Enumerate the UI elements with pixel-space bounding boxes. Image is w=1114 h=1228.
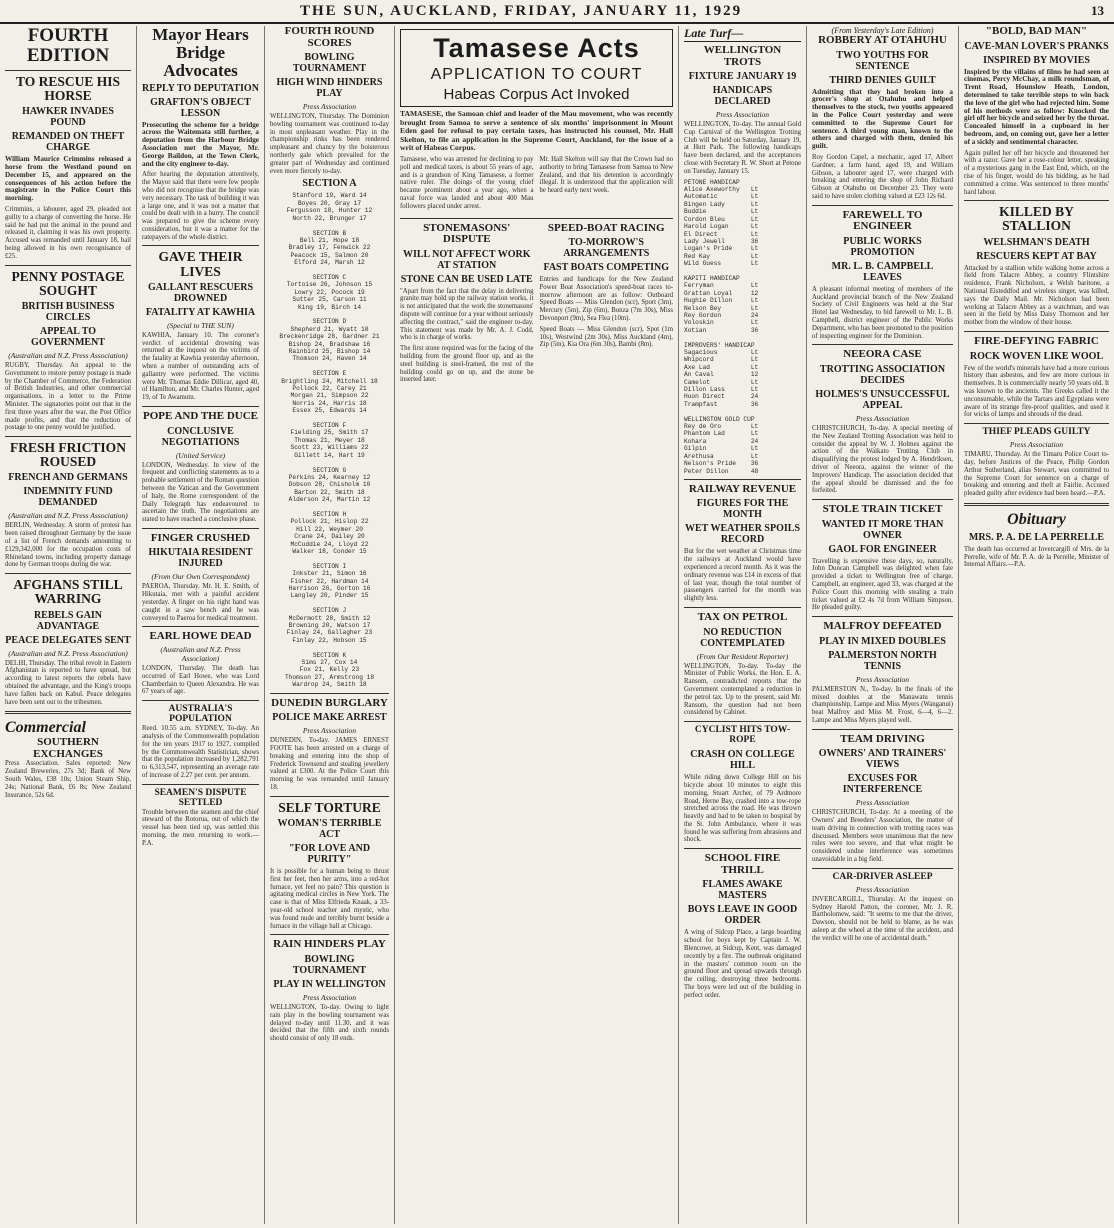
- subhead-negotiations: CONCLUSIVE NEGOTIATIONS: [161, 425, 240, 448]
- subhead-welshman: WELSHMAN'S DEATH: [983, 236, 1090, 248]
- article-body: The death has occurred at Invercargill of Mrs. de la Perrelle, wife of Mr. P. A. de la Perrelle, Minister of Internal Affairs.—P.A.: [964, 545, 1109, 569]
- subhead-gallant: GALLANT RESCUERS DROWNED: [147, 281, 254, 304]
- article-body: LONDON, Thursday. The death has occurred of Earl Howe, who was Lord Chamberlain to Queen Alexandra. He was 67 years of age.: [142, 665, 259, 696]
- article-body: Attacked by a stallion while walking home across a field from Talacre Abbey, a country Flintshire residence, Frank Nicholson, a Welsh baritone, a National Eisteddfod and wireless singer, was killed, says the Daily Mail. Mr. Nicholson had been working at Talacre Abbey as a watchman, and was seen in the field by Miss Daisy Thomson and her mother from the window of their house.: [964, 264, 1109, 327]
- byline: (Australian and N.Z. Press Association): [8, 648, 128, 658]
- byline: (From Our Own Correspondent): [151, 572, 250, 582]
- byline: (Australian and N.Z. Press Association): [8, 511, 128, 521]
- article-body: Mr. Hall Skelton will say that the Crown had no authority to bring Tamasese from Samoa to New Zealand, and that his detention is accordingly illegal. It is understood that the application will be heard early next week.: [539, 155, 673, 195]
- article-body: Tamasese, who was arrested for declining to pay poll and medical taxes, is about 55 years of age, and is a grandson of King Tamasese, a former native ruler. The doings of the young chief became prominent about a year ago, when a naval force was landed and about 400 Mau followers placed under arrest.: [400, 155, 534, 210]
- subhead-habeas-corpus: Habeas Corpus Act Invoked: [443, 86, 630, 103]
- article-body: A wing of Sidcup Place, a large boarding school for boys kept by Captain J. W. Blencowe, at Sidcup, Kent, was damaged recently by a fire. The outbreak originated in the masters' common room on the ground floor and spread upwards through the ceiling, destroying three bedrooms. The boys were led out of the building in perfect order.: [684, 929, 801, 999]
- article-body: Inspired by the villains of films he had seen at cinemas, Percy McChay, a milk roundsman, of Trent Road, Hounslow Heath, London, determined to take terrible steps to win back the love of the girl who had rejected him. Some of his methods were as follow: Knocked the girl off her bicycle and seized her by the throat. Concealed himself in a cupboard in her bedroom, and, on coming out, gave her a letter of a sickly and sentimental character.: [964, 67, 1109, 146]
- headline-finger-crushed: FINGER CRUSHED: [150, 531, 251, 544]
- article-body: Roy Gordon Capel, a mechanic, aged 17, Albert Gardner, a farm hand, aged 19, and William Gibson, a labourer aged 17, were charged with breaking and entering the shop of John Richard Gibson at Otahuhu on December 23. They were said to have stolen clothing valued at £23 12s 6d.: [812, 153, 953, 200]
- headline-afghans: AFGHANS STILL WARRING: [13, 577, 123, 607]
- subhead-grafton: GRAFTON'S OBJECT LESSON: [150, 96, 251, 119]
- byline: (United Service): [175, 450, 226, 460]
- subhead-handicaps: HANDICAPS DECLARED: [712, 85, 773, 108]
- article-body: TIMARU, Thursday. At the Timaru Police Court to-day, before Justices of the Peace, Philip Gordon Arthur Sutherland, alias Stewart, was committed to the Supreme Court for sentence on a charge of breaking and entering and theft at Fairlie. Accused pleaded guilty after evidence had been heard.—P.A.: [964, 451, 1109, 498]
- subhead-figures: FIGURES FOR THE MONTH: [696, 498, 789, 521]
- headline-southern-exchanges: SOUTHERN EXCHANGES: [33, 736, 103, 760]
- article-body: DUNEDIN, To-day. JAMES ERNEST FOOTE has been arrested on a charge of breaking and entering into the shop of Frederick Townsend and stealing jewellery valued at £300. At the Police Court this morning he was remanded until January 18.: [270, 737, 389, 792]
- article-body: WELLINGTON, To-day. Owing to light rain play in the bowling tournament was delayed to-day until 11.30, and it was decided that the fifth and sixth rounds should consist of only 18 ends.: [270, 1003, 389, 1043]
- tamasese-headline-box: [400, 29, 673, 107]
- obituary-title: Obituary: [1007, 510, 1066, 528]
- headline-railway-revenue: RAILWAY REVENUE: [688, 482, 797, 495]
- headline-bold-bad-man: "BOLD, BAD MAN": [985, 26, 1088, 37]
- results-section-heading: SECTION A: [302, 178, 357, 190]
- headline-seamens-dispute: SEAMEN'S DISPUTE SETTLED: [154, 787, 247, 808]
- column-2: [136, 26, 264, 1224]
- subhead-hikutaia: HIKUTAIA RESIDENT INJURED: [148, 547, 253, 570]
- headline-dunedin-burglary: DUNEDIN BURGLARY: [271, 696, 388, 709]
- subhead-rebels: REBELS GAIN ADVANTAGE: [33, 609, 103, 632]
- byline: Press Association: [302, 102, 357, 112]
- column-4-lower: [400, 223, 673, 388]
- byline: Press Association: [855, 413, 910, 423]
- headline-malfroy: MALFROY DEFEATED: [823, 620, 942, 633]
- article-body: The first stone required was for the facing of the building from the ground floor up, and as the steel building is steel-framed, the rest of the building could go on up, and the stone be inserted later.: [400, 345, 534, 384]
- article-body: PALMERSTON N., To-day. In the finals of the mixed doubles at the Manawatu tennis championship, Lampe and Miss Myers (Wanganui) beat Malfroy and Miss M. Frost, 6—4, 6—2. Lampe and Miss Myers played well.: [812, 685, 953, 724]
- headline-rescue-horse: TO RESCUE HIS HORSE: [15, 73, 121, 104]
- subhead-french-germans: FRENCH AND GERMANS: [8, 472, 128, 484]
- column-7: [806, 26, 958, 1224]
- headline-fourth-round: FOURTH ROUND SCORES: [284, 26, 375, 49]
- subhead-wind: HIGH WIND HINDERS PLAY: [276, 77, 383, 100]
- byline: Press Association: [855, 884, 910, 894]
- byline: (Special to THE SUN): [167, 320, 234, 330]
- subhead-arrangements: TO-MORROW'S ARRANGEMENTS: [563, 237, 650, 260]
- column-4: [394, 26, 678, 1224]
- obituary-name: MRS. P. A. DE LA PERRELLE: [968, 531, 1105, 543]
- subhead-remanded: REMANDED ON THEFT CHARGE: [11, 131, 125, 154]
- headline-fresh-friction: FRESH FRICTION ROUSED: [10, 440, 126, 470]
- article-body: BERLIN, Wednesday. A storm of protest has been raised throughout Germany by the issue of a list of French demands amounting to £129,342,000 for the occupation costs of Rhineland towns, including property damage done by German troops during the war.: [5, 522, 131, 569]
- article-body: William Maurice Crimmins released a horse from the Westland pound on December 15, and appeared on the consequences of his action before the magistrate in the Police Court this morning.: [5, 155, 131, 203]
- commercial-section-title: Commercial: [5, 719, 86, 737]
- subhead-peace: PEACE DELEGATES SENT: [5, 634, 131, 646]
- subhead-love-purity: "FOR LOVE AND PURITY": [288, 842, 371, 865]
- byline: Press Association: [715, 110, 770, 120]
- subhead-police-arrest: POLICE MAKE ARREST: [272, 712, 387, 724]
- article-body: DELHI, Thursday. The tribal revolt in Eastern Afghanistan is reported to have spread, but according to latest reports the rebels have obtained the advantage, and the King's troops have fallen back on Kabul. Peace delegates have been sent out to the tribesmen.: [5, 659, 131, 706]
- subhead-mixed-doubles: PLAY IN MIXED DOUBLES: [819, 635, 946, 647]
- headline-mayor-bridge: Mayor Hears Bridge Advocates: [152, 26, 249, 80]
- subhead-womans-act: WOMAN'S TERRIBLE ACT: [277, 817, 382, 840]
- column-1: [0, 26, 136, 1224]
- subhead-owners-trainers: OWNERS' AND TRAINERS' VIEWS: [818, 748, 947, 771]
- subhead-business-circles: BRITISH BUSINESS CIRCLES: [21, 300, 115, 323]
- byline: Press Association: [1009, 440, 1064, 450]
- subhead-college-hill: CRASH ON COLLEGE HILL: [690, 749, 795, 772]
- article-body: Few of the world's minerals have had a more curious history than asbestos, and few are more curious in themselves. It is commercially nearly 50 years old. It was known to the ancients. The Greeks called it the unconsumable, while the Tartars and Egyptians were aware of its strange fire-proof qualities, and used it for wicks of lamps and shrouds of the dead.: [964, 364, 1109, 419]
- headline-penny-postage: PENNY POSTAGE SOUGHT: [11, 268, 125, 298]
- subhead-kawhia: FATALITY AT KAWHIA: [145, 306, 256, 318]
- from-yesterday-label: (From Yesterday's Late Edition): [831, 26, 934, 35]
- subhead-third-denies: THIRD DENIES GUILT: [829, 74, 936, 86]
- headline-pope-duce: POPE AND THE DUCE: [142, 410, 258, 422]
- subhead-excuses: EXCUSES FOR INTERFERENCE: [842, 773, 923, 796]
- headline-car-driver: CAR-DRIVER ASLEEP: [832, 871, 933, 882]
- subhead-fast-boats: FAST BOATS COMPETING: [543, 262, 670, 274]
- article-body: CHRISTCHURCH, To-day. At a meeting of the Owners' and Breeders' Association, the matter of team driving in connection with trotting races was discussed. Members were unanimous that the new rules were too severe, and that what might be considered undue interference was sometimes unavoidable in a big field.: [812, 809, 953, 864]
- headline-neeora: NEEORA CASE: [843, 348, 922, 361]
- byline: (Australian and N.Z. Press Association): [8, 350, 128, 360]
- subhead-bowling: BOWLING TOURNAMENT: [292, 52, 367, 75]
- headline-rain-hinders: RAIN HINDERS PLAY: [273, 938, 386, 951]
- subhead-wet-weather: WET WEATHER SPOILS RECORD: [684, 523, 801, 546]
- bowling-results-list: Stanford 19, Ward 14 Boyes 20, Gray 17 Fergusson 18, Hunter 12 North 22, Brunger 17 SECTION B Bell 21, Hope 18 Bradley 17, Fenwick 22 Peacock 15, Salmon 20 Elford 24, Marsh 12 SECTION C Tortoise 26, Johnson 15 Lowry 22, Pocock 19 Sutter 25, Carson 11 King 19, Birch 14 SECTION D Shepherd 21, Wyatt 10 Breckenridge 28, Gardner 21 Bishop 24, Bradshaw 16 Rainbird 25, Bishop 14 Thomson 24, Haven 14 SECTION E Brightling 24, Mitchell 18 Pollock 22, Carey 21 Morgan 21, Simpson 22 Norris 24, Harris 18 Essex 25, Edwards 14 SECTION F Fielding 25, Smith 17 Thomas 21, Meyer 18 Scott 23, Williams 22 Gillett 14, Hart 19 SECTION G Perkins 24, Kearney 12 Dobson 28, Chisholm 10 Barton 22, Smith 18 Alderson 24, Martin 12 SECTION H Pollock 21, Hislop 22 Hill 22, Weymer 20 Crane 24, Dailey 20 McCuddie 24, Lloyd 22 Walker 18, Conder 15 SECTION I Inkster 21, Simon 16 Fisher 22, Hardman 14 Harrison 26, Gorton 16 Langley 20, Pinder 15 SECTION J McDermott 28, Smith 12 Browning 20, Watson 17 Finlay 24, Gallagher 23 Finlay 22, Hobson 15 SECTION K Sims 27, Cox 14 Fox 21, Kelly 23 Thomson 27, Armstrong 18 Wardrop 24, Smith 18: [279, 192, 380, 689]
- subhead-rock-wool: ROCK WOVEN LIKE WOOL: [969, 350, 1104, 362]
- subhead-palmerston: PALMERSTON NORTH TENNIS: [828, 649, 937, 672]
- article-body: TAMASESE, the Samoan chief and leader of the Mau movement, who was recently brought from Samoa to serve a sentence of six months' imprisonment in Mount Eden gaol for refusal to pay certain taxes, has instructed his counsel, Mr. Hall Skelton, to file an application in the Supreme Court, Auckland, for the issue of a writ of Habeas Corpus.: [400, 109, 673, 153]
- subhead-appeal: APPEAL TO GOVERNMENT: [31, 325, 105, 348]
- byline: (From Our Resident Reporter): [696, 651, 789, 661]
- subhead-hawker: HAWKER INVADES POUND: [22, 106, 114, 129]
- article-body: INVERCARGILL, Thursday. At the inquest on Sydney Harold Patton, the coroner, Mr. J. R. Bartholomew, said: "It seems to me that the driver, Dawson, should not be held to blame, as he was asleep at the wheel at the time of the accident, and the verdict will be one of accidental death.": [812, 895, 953, 942]
- subhead-application: APPLICATION TO COURT: [430, 66, 643, 83]
- tamasese-body-columns: [400, 156, 673, 214]
- article-body: Press Association. Sales reported: New Zealand Breweries, 27s 3d; Bank of New South Wales, £38 10s; Union Steam Ship, 24s; National Bank, £6 8s; New Zealand Insurance, 52s 6d.: [5, 760, 131, 799]
- byline: (Australian and N.Z. Press Association): [160, 645, 241, 663]
- article-body: Entries and handicaps for the New Zealand Power Boat Association's speed-boat races to-morrow afternoon are as follow: Outboard Speed Boats — Miss Glendon (scr), Sport (3m), Mercury (5m), Zip (6m), Bonza (7m 30s), Miss Devonport (9m), Sea Flea (10m).: [539, 276, 673, 323]
- headline-robbery-otahuhu: ROBBERY AT OTAHUHU: [818, 34, 947, 46]
- article-body: Again pulled her off her bicycle and threatened her with a razor. Gave her a rose-colour letter, speaking of a mysterious gang in the East End, which, on the rise of his finger, would do his bidding, as he had committed a crime. Was sentenced to three months' hard labour.: [964, 149, 1109, 196]
- headline-cyclist: CYCLIST HITS TOW-ROPE: [694, 725, 791, 746]
- subhead-trotting-assoc: TROTTING ASSOCIATION DECIDES: [819, 363, 946, 386]
- subhead-public-works: PUBLIC WORKS PROMOTION: [843, 235, 922, 258]
- byline: Press Association: [855, 798, 910, 808]
- article-body: Trouble between the seamen and the chief steward of the Rotorua, out of which the vessel has been tied up, was settled this morning, the men returning to work.—P.A.: [142, 808, 259, 847]
- article-body: WELLINGTON, To-day. To-day the Minister of Public Works, the Hon. E. A. Ransom, contradicted reports that the Government contemplated a reduction in the petrol tax. Up to the present, said Mr. Ransom, the question had not been considered by Cabinet.: [684, 662, 801, 717]
- headline-earl-howe: EARL HOWE DEAD: [149, 630, 252, 643]
- headline-wellington-trots: WELLINGTON TROTS: [703, 44, 782, 68]
- newspaper-title: THE SUN, AUCKLAND, FRIDAY, JANUARY 11, 1929: [300, 3, 743, 19]
- subhead-flames: FLAMES AWAKE MASTERS: [702, 879, 783, 902]
- article-body: KAWHIA, January 10. The coroner's verdict of accidental drowning was returned at the inquest on the victims of the fatality at Kawhia yesterday afternoon, when a number of outstanding acts of gallantry were performed. The victims were Mr. Thomas Eddie Dillicar, aged 40, of Hamilton, and Mr. Charles Hunter, aged 19, of Te Awamutu.: [142, 331, 259, 402]
- subhead-play-wellington: PLAY IN WELLINGTON: [273, 978, 386, 990]
- article-body: While riding down College Hill on his bicycle about 10 minutes to eight this morning, Stuart Archer, of 79 Ardmore Road, Herne Bay, crashed into a tow-rope stretched across the road. He was thrown heavily and had to be taken to hospital by the St. John Ambulance, where it was found he was suffering from abrasions and shock.: [684, 774, 801, 844]
- byline: Press Association: [855, 674, 910, 684]
- late-turf-label: Late Turf—: [684, 26, 801, 42]
- headline-stonemasons: STONEMASONS' DISPUTE: [423, 221, 511, 246]
- article-body: It is possible for a human being to thrust first her feet, then her arms, into a red-hot furnace, yet feel no pain? This question is agitating medical circles in New York. The case is that of Miss Elfrieda Knaak, a 33-year-old school teacher and mystic, who was found nude and terribly burnt beside a furnace in the village hall at Chicago.: [270, 867, 389, 930]
- article-body: A pleasant informal meeting of members of the Auckland provincial branch of the New Zealand Society of Civil Engineers was held at the Star Hotel last Wednesday, to bid farewell to Mr. L. B. Campbell, district engineer of the Public Works Department, who has been promoted to the position of inspecting engineer for the Dominion.: [812, 285, 953, 340]
- byline: Press Association: [302, 726, 357, 736]
- article-body: "Apart from the fact that the delay in delivering granite may hold up the railway station works, it is not anticipated that the work the stonemasons' dispute will continue for a year without seriously affecting the contract," said the engineer to-day. This statement was made by Mr. A. J. Codd, who is in charge of works.: [400, 287, 534, 342]
- headline-school-fire: SCHOOL FIRE THRILL: [704, 852, 781, 876]
- subhead-station: WILL NOT AFFECT WORK AT STATION: [402, 248, 531, 271]
- byline: Press Association: [302, 992, 357, 1002]
- handicaps-list: PETONE HANDICAP Alice Axeworthy Lt Automatic Lt Bingen Lady Lt Buddie Lt Cordon Bleu Lt Harold Logan Lt El Direct Lt Lady Jewell 36 Logan's Pride Lt Red Kay Lt Wild Guess Lt KAPITI HANDICAP Ferryman Lt Grattan Loyal 12 Hughie Dillon Lt Nelson Bey Lt Rey Gordon 24 Voloskin Lt Xotian 36 IMPROVERS' HANDICAP Sagacious Lt Whipcord Lt Axe Lad Lt An Caval 12 Camelot Lt Dillon Lass Lt Huon Direct 24 Trampfast 36 WELLINGTON GOLD CUP Rey de Oro Lt Phantom Lad Lt Kohara 24 Gilpin Lt Arethusa Lt Nelson's Pride 36 Peter Dillon 48: [684, 178, 759, 475]
- article-body: Reed. 10.55 a.m. SYDNEY, To-day. An analysis of the Commonwealth population for the ten years 1917 to 1927, compiled by the Commonwealth Statistician, shows that the population increased by 1,282,791 to 6,313,547, representing an average rate of increase of 2.27 per cent. per annum.: [142, 725, 259, 779]
- article-body: But for the wet weather at Christmas time the railways at Auckland would have experienced a record month. As it was the ordinary revenue was £14 in excess of that of last year, though the total number of passengers carried for the month was slightly less.: [684, 548, 801, 603]
- subhead-reply: REPLY TO DEPUTATION: [142, 82, 259, 94]
- subhead-holmes: HOLMES'S UNSUCCESSFUL APPEAL: [815, 388, 950, 411]
- headline-fire-fabric: FIRE-DEFYING FABRIC: [974, 335, 1099, 348]
- column-8: [958, 26, 1114, 1224]
- headline-self-torture: SELF TORTURE: [278, 799, 381, 815]
- headline-thief-guilty: THIEF PLEADS GUILTY: [982, 427, 1091, 438]
- column-5: [678, 26, 806, 1224]
- article-body: Travelling is expensive these days, so, naturally, John Duncan Campbell was delighted when fate provided a ticket to Wellington free of charge. Campbell, an engineer, aged 33, was charged at the Police Court this morning with stealing a train ticket valued at £2 4s 7d from William Simpson. He pleaded guilty.: [812, 557, 953, 612]
- subhead-two-youths: TWO YOUTHS FOR SENTENCE: [836, 49, 929, 72]
- article-body: WELLINGTON, To-day. The annual Gold Cup Carnival of the Wellington Trotting Club will be held on Saturday, January 19, at Hutt Park. The following handicaps have been declared, and the acceptances close with Secretary R. W. Short at Petone on Tuesday, January 15.: [684, 121, 801, 175]
- page-number: 13: [1091, 3, 1104, 18]
- article-body: Admitting that they had broken into a grocer's shop at Otahuhu and helped themselves to the stock, two youths appeared in the Police Court yesterday and were committed to the Supreme Court for sentence. A third young man, known to the others and charged with them, denied his guilt.: [812, 87, 953, 151]
- headline-speed-boat: SPEED-BOAT RACING: [547, 221, 665, 234]
- article-body: RUGBY, Thursday. An appeal to the Government to restore penny postage is made by the Chamber of Commerce, the Federation of British Industries, and other commercial organisations, in a letter to the Prime Minister. The signatories point out that in the first three years after the war, the Post Office made profits, and that the reduction of postage to one penny would be justified.: [5, 361, 131, 432]
- article-body: Prosecuting the scheme for a bridge across the Waitemata still further, a deputation from the Harbour Bridge Association met the Mayor, Mr. George Baildon, at the Town Clerk, and the city engineer to-day.: [142, 120, 259, 168]
- headline-australia-population: AUSTRALIA'S POPULATION: [168, 704, 233, 725]
- subhead-campbell: MR. L. B. CAMPBELL LEAVES: [831, 260, 934, 283]
- article-body: Crimmins, a labourer, aged 29, pleaded not guilty to a charge of converting the horse. He said he had put the animal in the pound and released it, claiming it was his own property. Accused was remanded until January 18, bail being allowed in his own recognisance of £25.: [5, 206, 131, 260]
- subhead-boys-leave: BOYS LEAVE IN GOOD ORDER: [687, 904, 798, 927]
- subhead-gaol: GAOL FOR ENGINEER: [828, 543, 937, 555]
- headline-team-driving: TEAM DRIVING: [840, 732, 925, 745]
- headline-killed-stallion: KILLED BY STALLION: [999, 204, 1074, 234]
- article-body: CHRISTCHURCH, To-day. A special meeting of the New Zealand Trotting Association was held to consider the appeal by W. J. Holmes against the action of the Waikato Trotting Club in disqualifying the protest lodged by A. Hendriksen, driver of Neeora, against the winner of the Improvers' Handicap. The association decided that the appeal should be dismissed and the fee forfeited.: [812, 424, 953, 495]
- article-body: WELLINGTON, Thursday. The Dominion bowling tournament was continued to-day in most unpleasant weather. Play in the championship rinks has been rendered unpleasant and chancy by the boisterous northerly gale which prevailed for the greater part of Wednesday and continued even more fiercely to-day.: [270, 113, 389, 175]
- subhead-no-reduction: NO REDUCTION CONTEMPLATED: [700, 626, 785, 649]
- headline-gave-lives: GAVE THEIR LIVES: [158, 249, 243, 279]
- headline-tax-petrol: TAX ON PETROL: [697, 611, 788, 624]
- subhead-rescuers: RESCUERS KEPT AT BAY: [976, 250, 1097, 262]
- subhead-stone: STONE CAN BE USED LATE: [400, 273, 533, 285]
- headline-farewell-engineer: FAREWELL TO ENGINEER: [842, 208, 923, 233]
- subhead-indemnity: INDEMNITY FUND DEMANDED: [23, 486, 113, 509]
- headline-stole-ticket: STOLE TRAIN TICKET: [822, 503, 943, 516]
- subhead-fixture: FIXTURE JANUARY 19: [688, 71, 797, 83]
- headline-tamasese: Tamasese Acts: [433, 33, 640, 63]
- column-3: [264, 26, 394, 1224]
- article-body: PAEROA, Thursday. Mr. H. E. Smith, of Hikutaia, met with a painful accident yesterday. A finger on his right hand was caught in a saw bench and he was conveyed to Paeroa for medical treatment.: [142, 583, 259, 622]
- subhead-bowling-tournament: BOWLING TOURNAMENT: [292, 953, 367, 976]
- subhead-wanted-it: WANTED IT MORE THAN OWNER: [821, 518, 944, 541]
- article-body: LONDON, Wednesday. In view of the frequent and conflicting statements as to a probable settlement of the Roman question between the Vatican and the Government of Italy, the Rome correspondent of the Daily Telegraph has endeavoured to ascertain the truth. The negotiations are stated to have reached a conclusive phase.: [142, 461, 259, 524]
- subhead-movies: INSPIRED BY MOVIES: [983, 54, 1090, 66]
- masthead: [0, 0, 1114, 24]
- subhead-cave-man: CAVE-MAN LOVER'S PRANKS: [964, 40, 1109, 52]
- article-body: After hearing the deputation attentively, the Mayor said that there were few people who did not recognise that the bridge was very necessary. The task of building it was a large one, and it was not a matter that could be dealt with in a hurry. The council was prepared to give the scheme every consideration, but it was a matter for the ratepayers of the whole district.: [142, 171, 259, 241]
- article-body: Speed Boats — Miss Glendon (scr), Spot (1m 10s), Westwind (2m 30s), Miss Auckland (4m), Zip (5m), Kia Ora (6m 30s), Bambi (8m).: [539, 325, 673, 349]
- fourth-edition-banner: FOURTH EDITION: [26, 26, 110, 66]
